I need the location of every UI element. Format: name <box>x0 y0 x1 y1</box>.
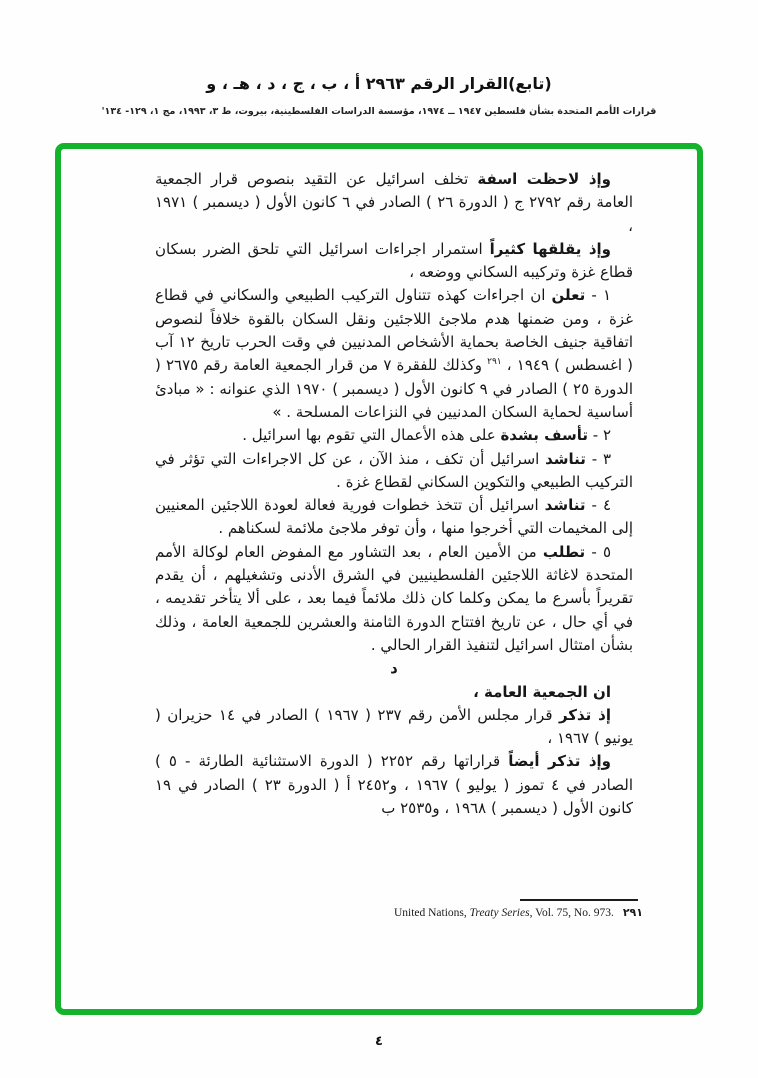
text-run: تعلن <box>551 286 586 305</box>
text-run: ٤ - <box>585 496 611 515</box>
text-run: استمرار اجراءات اسرائيل التي تلحق الضرر بسكان قطاع غزة وتركيبه السكاني ووضعه ، <box>155 239 633 282</box>
footnote-divider <box>520 899 638 901</box>
section-marker <box>155 657 633 680</box>
footnote <box>394 906 643 919</box>
paragraph <box>155 541 633 657</box>
page-number: ٤ <box>375 1034 383 1049</box>
text-run: ان الجمعية العامة ، <box>473 682 611 701</box>
text-run: اسرائيل أن تتخذ خطوات فورية فعالة لعودة اللاجئين المعنيين إلى المخيمات التي أخرجوا منها ، وأن توفر ملاجئ ملائمة لسكناهم . <box>155 496 633 538</box>
text-run: إذ تذكر <box>558 705 612 724</box>
text-run: وإذ لاحظت اسفة <box>477 170 611 188</box>
paragraph <box>155 168 633 238</box>
text-run: اسرائيل أن تكف ، منذ الآن ، عن كل الاجراءات التي تؤثر في التركيب الطبيعي والتكوين السكاني لقطاع غزة . <box>155 449 633 491</box>
text-run: قراراتها رقم ٢٢٥٢ ( الدورة الاستثنائية الطارئة - ٥ ) الصادر في ٤ تموز ( يوليو ) ١٩٦٧ ، و٢٤٥٢ أ ( الدورة ٢٣ ) الصادر في ١٩ كانون الأول ( ديسمبر ) ١٩٦٨ ، و٢٥٣٥ ب <box>155 752 633 818</box>
text-run: ٢٩١ <box>487 357 502 368</box>
document-source-line: قرارات الأمم المتحدة بشأن فلسطين ١٩٤٧ ــ ١٩٧٤، مؤسسة الدراسات الفلسطينية، بيروت، ط ٣، ١٩٩٣، مج ١، ١٢٩- ١٣٤' <box>101 106 657 117</box>
document-body <box>155 168 633 820</box>
text-run: تخلف اسرائيل عن التقيد بنصوص قرار الجمعية العامة رقم ٢٧٩٢ ج ( الدورة ٢٦ ) الصادر في ٦ كانون الأول ( ديسمبر ) ١٩٧١ ، <box>155 170 633 235</box>
text-run: تناشد <box>545 449 586 468</box>
paragraph <box>155 424 633 447</box>
paragraph <box>155 750 633 820</box>
paragraph <box>155 704 633 751</box>
text-run: وإذ يقلقها كثيراً <box>489 239 611 258</box>
text-run: United Nations, <box>393 907 470 919</box>
text-run: ٥ - <box>585 542 611 561</box>
text-run: د <box>390 659 398 678</box>
paragraph <box>155 448 633 495</box>
paragraph <box>155 681 633 704</box>
text-run: ١ - <box>585 286 611 305</box>
text-run: ٢ - <box>587 426 611 445</box>
text-run: وإذ تذكر أيضاً <box>508 752 611 771</box>
text-run: Treaty Series <box>469 907 530 919</box>
paragraph <box>155 284 633 424</box>
text-run: على هذه الأعمال التي تقوم بها اسرائيل . <box>242 426 501 445</box>
footnote-number: ٢٩١ <box>622 906 643 919</box>
text-run: تطلب <box>542 542 586 561</box>
text-run: قرار مجلس الأمن رقم ٢٣٧ ( ١٩٦٧ ) الصادر في ١٤ حزيران ( يونيو ) ١٩٦٧ ، <box>155 705 633 748</box>
text-run: تناشد <box>544 496 586 515</box>
text-run: ان اجراءات كهذه تتناول التركيب الطبيعي والسكاني في قطاع غزة ، ومن ضمنها هدم ملاجئ اللاجئين ونقل السكان بالقوة خلافاً لنصوص اتفاقية جنيف الخاصة بحماية الأشخاص المدنيين في وقت الحرب تاريخ ١٢ آب ( اغسطس ) ١٩٤٩ ، <box>155 286 633 375</box>
text-run: وكذلك للفقرة ٧ من قرار الجمعية العامة رقم ٢٦٧٥ ( الدورة ٢٥ ) الصادر في ٩ كانون الأول ( ديسمبر ) ١٩٧٠ الذي عنوانه : « مبادئ أساسية لحماية السكان المدنيين في النزاعات المسلحة . » <box>155 356 633 421</box>
footnote-text <box>394 907 614 919</box>
text-run: تأسف بشدة <box>500 426 588 445</box>
text-run: من الأمين العام ، بعد التشاور مع المفوض العام لوكالة الأمم المتحدة لاغاثة اللاجئين الفلسطينيين في الشرق الأدنى وتشغيلهم ، أن يقدم تقريراً بأسرع ما يمكن وكلما كان ذلك ملائماً فيما بعد ، على ألا يتأخر تقديمه ، في أي حال ، عن تاريخ افتتاح الدورة الثامنة والعشرين للجمعية العامة ، وذلك بشأن امتثال اسرائيل لتنفيذ القرار الحالي . <box>155 542 633 654</box>
document-title: (تابع)القرار الرقم ٢٩٦٣ أ ، ب ، ج ، د ، هـ ، و <box>206 74 552 93</box>
paragraph <box>155 494 633 541</box>
paragraph <box>155 238 633 285</box>
text-run: ٣ - <box>585 449 611 468</box>
text-run: , Vol. 75, No. 973. <box>529 907 614 919</box>
